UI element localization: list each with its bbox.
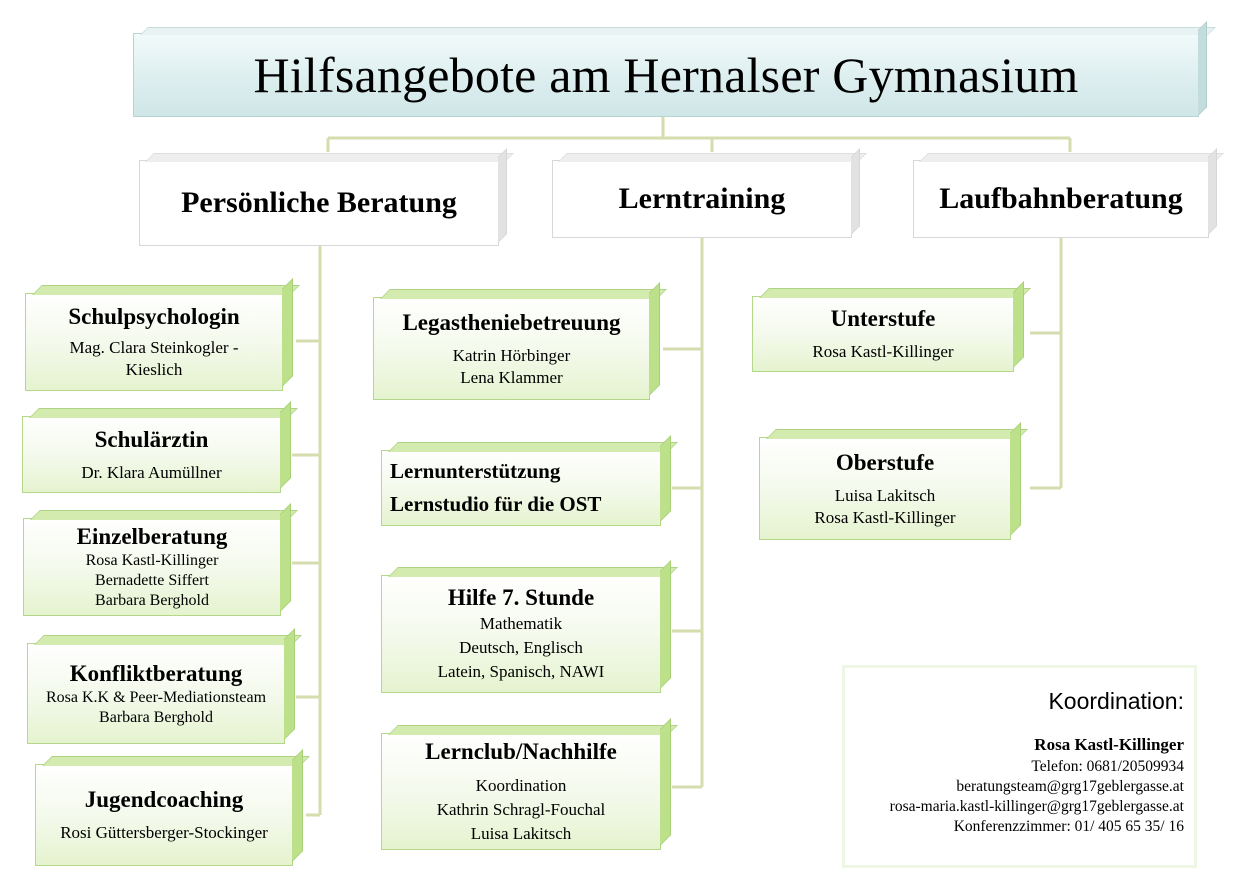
box-line: Mathematik [479,614,563,633]
box-line: Kieslich [125,360,183,379]
category-laufbahnberatung [913,160,1209,238]
box-line: Barbara Berghold [99,708,213,726]
category-persoenliche-beratung [139,160,499,246]
box-line: Deutsch, Englisch [459,638,583,657]
box-schulpsychologin [25,293,283,391]
box-einzelberatung [23,518,281,616]
category-bevel [145,153,514,162]
box-lernunterstuetzung [381,450,661,526]
box-title: Lernunterstützung [390,459,561,483]
box-unterstufe [752,296,1014,372]
box-title: Jugendcoaching [84,787,244,812]
box-side [282,278,293,387]
box-side [660,435,671,522]
box-line: Kathrin Schragl-Fouchal [436,799,606,819]
box-line: Mag. Clara Steinkogler - [69,338,239,357]
box-title: Legastheniebetreuung [402,309,621,335]
box-side [284,628,295,740]
box-bevel [30,510,298,520]
title-box-bevel [140,27,1216,35]
box-jugendcoaching [35,764,293,866]
title-box-side [1198,21,1207,116]
box-bevel [42,756,310,766]
box-line: Dr. Klara Aumüllner [81,462,222,482]
box-title-second: Lernstudio für die OST [390,492,602,516]
box-bevel [29,408,298,418]
box-line: Lena Klammer [460,367,563,387]
box-bevel [388,442,678,452]
box-oberstufe [759,437,1011,540]
box-line: Rosa Kastl-Killinger [812,342,954,361]
category-bevel [558,153,867,162]
category-label: Lerntraining [618,182,786,215]
box-bevel [759,288,1031,298]
box-side [292,749,303,862]
box-side [649,282,660,396]
koordination-room-phone: Konferenzzimmer: 01/ 405 65 35/ 16 [953,818,1184,835]
box-bevel [34,635,302,645]
box-title: Unterstufe [830,306,936,331]
box-line: Koordination [475,775,567,795]
box-line: Latein, Spanisch, NAWI [437,662,605,681]
box-line: Luisa Lakitsch [834,485,936,505]
box-bevel [388,725,678,735]
box-legastheniebetreuung [373,297,650,400]
box-hilfe-7-stunde [381,575,661,693]
koordination-email-team: beratungsteam@grg17geblergasse.at [956,778,1184,795]
box-lernclub-nachhilfe [381,733,661,850]
box-title: Einzelberatung [76,524,228,549]
box-line: Rosa Kastl-Killinger [85,552,219,569]
box-line: Rosi Güttersberger-Stockinger [60,823,268,842]
koordination-name: Rosa Kastl-Killinger [1034,735,1184,754]
box-konfliktberatung [27,643,285,744]
box-title: Lernclub/Nachhilfe [425,738,617,764]
box-side [660,718,671,846]
box-bevel [766,429,1028,439]
page-title: Hilfsangebote am Hernalser Gymnasium [253,47,1079,103]
box-side [1013,281,1024,368]
category-side [1208,148,1217,235]
koordination-email-personal: rosa-maria.kastl-killinger@grg17geblergasse.at [889,798,1184,815]
box-title: Schulärztin [94,426,209,452]
box-title: Oberstufe [835,449,935,475]
box-line: Rosa Kastl-Killinger [814,507,956,527]
box-schulaerztin [22,416,281,493]
box-side [280,503,291,612]
box-line: Katrin Hörbinger [452,345,571,365]
box-bevel [388,567,678,577]
box-bevel [380,289,667,299]
box-title: Konfliktberatung [69,660,243,686]
box-line: Rosa K.K & Peer-Mediationsteam [45,688,267,706]
koordination-heading: Koordination: [1048,688,1184,714]
category-label: Persönliche Beratung [181,186,457,219]
box-title: Schulpsychologin [68,304,240,329]
title-box [133,33,1199,117]
box-line: Bernadette Siffert [95,572,209,589]
box-title: Hilfe 7. Stunde [447,585,595,610]
koordination-details [890,733,1184,837]
koordination-phone: Telefon: 0681/20509934 [1031,758,1184,775]
category-label: Laufbahnberatung [939,182,1183,215]
category-lerntraining [552,160,852,238]
box-side [1010,422,1021,536]
category-bevel [919,153,1224,162]
category-side [851,148,860,235]
box-side [280,401,291,489]
koordination-panel [842,665,1197,868]
category-side [498,148,507,243]
box-bevel [32,285,300,295]
box-line: Luisa Lakitsch [470,823,572,843]
box-side [660,560,671,689]
box-line: Barbara Berghold [95,592,209,609]
